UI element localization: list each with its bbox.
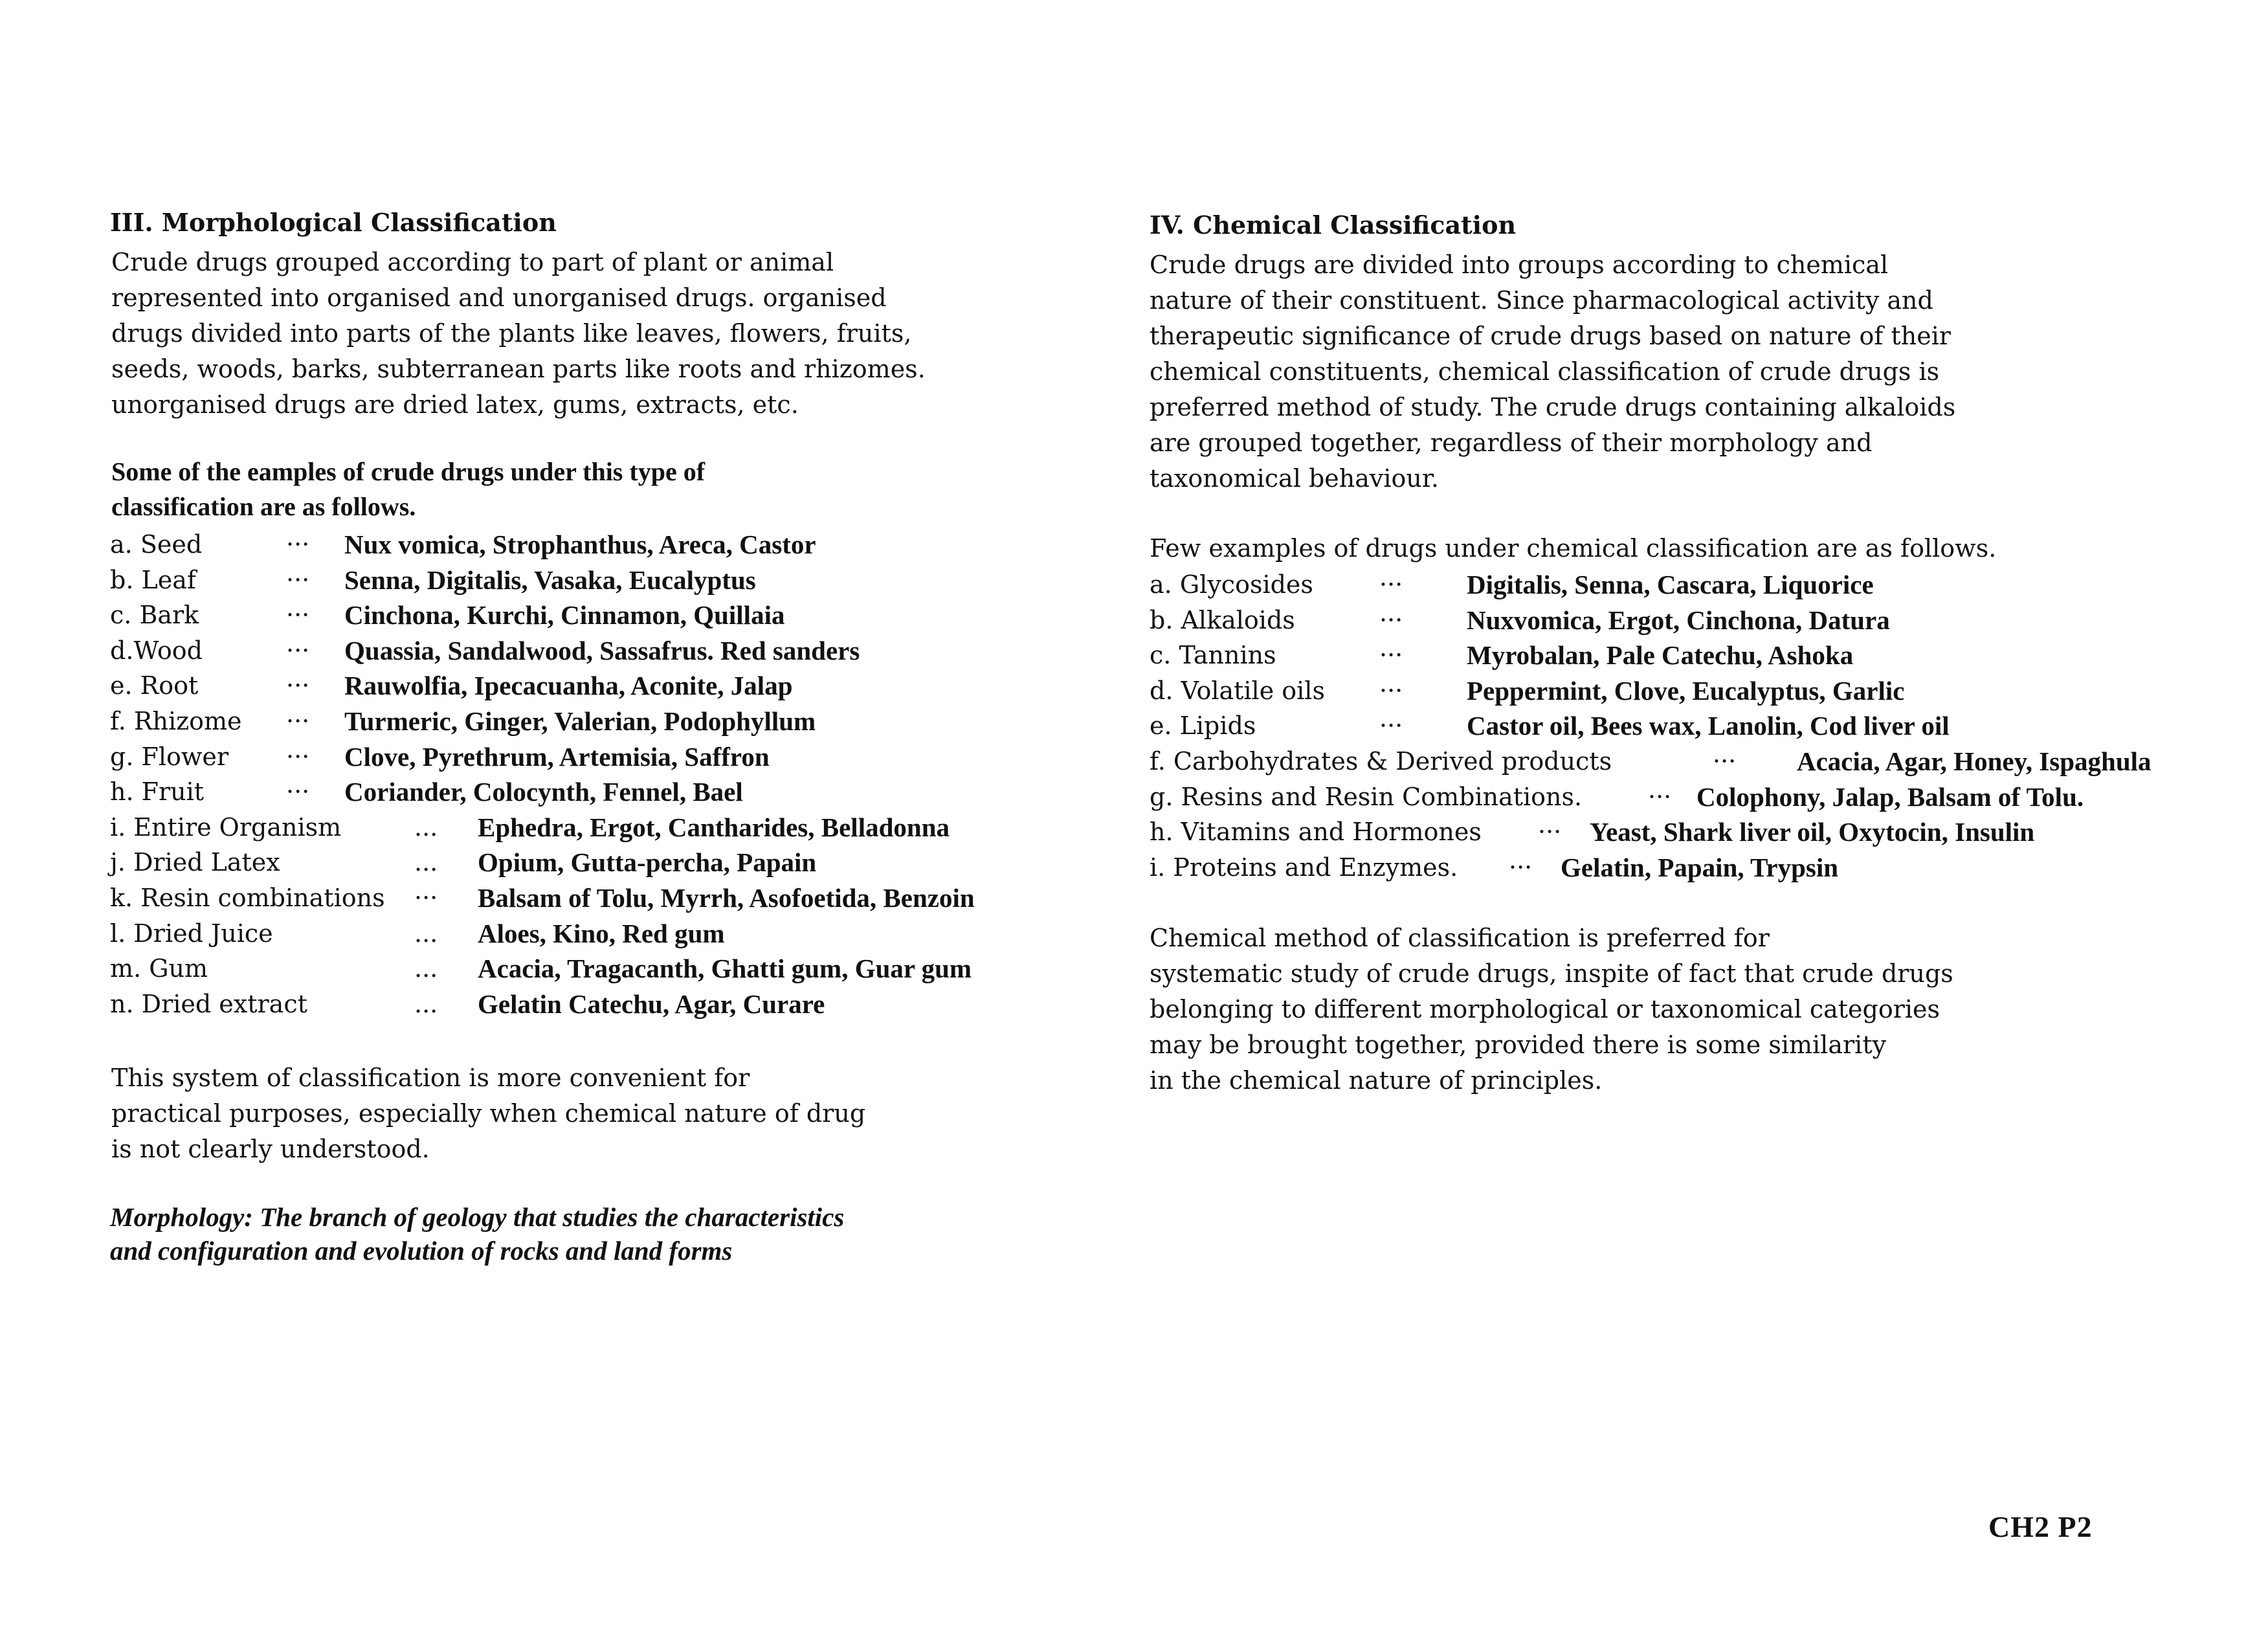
morphological-examples-intro: Some of the eamples of crude drugs under this type of classification are as follows. bbox=[111, 457, 706, 521]
chemical-item-dots: ··· bbox=[1713, 746, 1737, 776]
morphological-item-dots: ... bbox=[414, 848, 438, 877]
chemical-item bbox=[1150, 814, 2211, 850]
chemical-item-examples: Peppermint, Clove, Eucalyptus, Garlic bbox=[1467, 675, 1905, 706]
morphological-item-dots: ··· bbox=[414, 883, 438, 912]
morphological-item-dots: ··· bbox=[286, 565, 310, 594]
morphological-item-dots: ... bbox=[414, 954, 438, 983]
chemical-item-label: h. Vitamins and Hormones bbox=[1150, 818, 1482, 847]
morphological-item-dots: ... bbox=[414, 919, 438, 948]
morphological-item-examples: Acacia, Tragacanth, Ghatti gum, Guar gum bbox=[478, 954, 972, 984]
chemical-item-dots: ··· bbox=[1379, 605, 1403, 634]
chemical-item-label: c. Tannins bbox=[1150, 641, 1276, 670]
morphological-item bbox=[110, 810, 1107, 845]
morphological-item bbox=[110, 597, 1107, 633]
morphological-item-examples: Coriander, Colocynth, Fennel, Bael bbox=[344, 777, 743, 807]
morphological-examples-list bbox=[110, 527, 1107, 1021]
morphological-item-label: b. Leaf bbox=[110, 565, 196, 594]
morphological-item-dots: ··· bbox=[286, 706, 310, 735]
morphological-item-label: j. Dried Latex bbox=[110, 848, 280, 877]
morphological-item-examples: Senna, Digitalis, Vasaka, Eucalyptus bbox=[344, 564, 756, 595]
chemical-item-label: b. Alkaloids bbox=[1150, 605, 1295, 634]
chemical-examples-list bbox=[1150, 567, 2211, 885]
morphological-item-label: g. Flower bbox=[110, 742, 229, 771]
chemical-item-dots: ··· bbox=[1379, 676, 1403, 705]
morphological-item-examples: Ephedra, Ergot, Cantharides, Belladonna bbox=[478, 812, 950, 842]
morphological-item-label: i. Entire Organism bbox=[110, 812, 342, 842]
chemical-heading: IV. Chemical Classification bbox=[1150, 210, 1517, 240]
morphological-item-label: n. Dried extract bbox=[110, 989, 307, 1018]
morphological-item-label: k. Resin combinations bbox=[110, 883, 385, 912]
chemical-item-label: i. Proteins and Enzymes. bbox=[1150, 853, 1458, 882]
morphological-item bbox=[110, 845, 1107, 880]
morphological-heading: III. Morphological Classification bbox=[110, 208, 557, 237]
morphological-item bbox=[110, 704, 1107, 739]
morphological-item-label: c. Bark bbox=[110, 601, 199, 630]
morphological-item-examples: Opium, Gutta-percha, Papain bbox=[478, 847, 817, 878]
chemical-item-examples: Gelatin, Papain, Trypsin bbox=[1561, 852, 1839, 882]
morphology-footnote: Morphology: The branch of geology that studies the characteristics and configuration and evolution of rocks and land forms bbox=[110, 1202, 845, 1266]
chemical-item-examples: Nuxvomica, Ergot, Cinchona, Datura bbox=[1467, 605, 1890, 635]
morphological-item-examples: Quassia, Sandalwood, Sassafrus. Red sanders bbox=[344, 635, 860, 665]
morphological-item bbox=[110, 668, 1107, 704]
chemical-item-dots: ··· bbox=[1379, 570, 1403, 599]
chemical-item bbox=[1150, 603, 2211, 638]
chemical-item-label: f. Carbohydrates & Derived products bbox=[1150, 746, 1612, 776]
chemical-conclusion: Chemical method of classification is preferred for systematic study of crude drugs, inspite of fact that crude drugs belonging to different morphological or taxonomical categories may be brought together, provided there is some similarity in the chemical nature of principles. bbox=[1150, 924, 1953, 1095]
morphological-item-examples: Nux vomica, Strophanthus, Areca, Castor bbox=[344, 530, 816, 559]
chemical-item-examples: Myrobalan, Pale Catechu, Ashoka bbox=[1467, 640, 1854, 671]
morphological-item-label: f. Rhizome bbox=[110, 706, 242, 735]
chemical-item bbox=[1150, 744, 2211, 779]
chemical-examples-intro: Few examples of drugs under chemical classification are as follows. bbox=[1150, 534, 1997, 563]
morphological-intro: Crude drugs grouped according to part of plant or animal represented into organised and unorganised drugs. organised drugs divided into parts of the plants like leaves, flowers, fruits, seeds, woods, barks, subterranean parts like roots and rhizomes. unorganised drugs are dried latex, gums, extracts, etc. bbox=[111, 248, 926, 419]
morphological-item-dots: ··· bbox=[286, 636, 310, 665]
morphological-item-dots: ··· bbox=[286, 601, 310, 630]
morphological-item bbox=[110, 563, 1107, 598]
morphological-item-label: l. Dried Juice bbox=[110, 919, 273, 948]
morphological-item-examples: Gelatin Catechu, Agar, Curare bbox=[478, 988, 825, 1019]
chemical-item bbox=[1150, 673, 2211, 709]
chemical-item-dots: ··· bbox=[1379, 711, 1403, 741]
morphological-item-dots: ··· bbox=[286, 777, 310, 807]
chemical-item bbox=[1150, 708, 2211, 744]
morphological-item-dots: ... bbox=[414, 989, 438, 1018]
morphological-item bbox=[110, 774, 1107, 810]
morphological-item-dots: ··· bbox=[286, 530, 310, 559]
morphological-item-label: e. Root bbox=[110, 671, 199, 700]
morphological-item bbox=[110, 987, 1107, 1022]
morphological-item-dots: ··· bbox=[286, 671, 310, 700]
chemical-item-dots: ··· bbox=[1379, 641, 1403, 670]
morphological-conclusion: This system of classification is more convenient for practical purposes, especially when chemical nature of drug is not clearly understood. bbox=[111, 1064, 866, 1163]
chemical-item-label: e. Lipids bbox=[1150, 711, 1256, 741]
morphological-item bbox=[110, 527, 1107, 563]
chemical-item-examples: Acacia, Agar, Honey, Ispaghula bbox=[1797, 746, 2151, 776]
chemical-item-dots: ··· bbox=[1538, 818, 1562, 847]
chemical-item-label: g. Resins and Resin Combinations. bbox=[1150, 782, 1583, 811]
morphological-item-label: m. Gum bbox=[110, 954, 208, 983]
chemical-item-examples: Colophony, Jalap, Balsam of Tolu. bbox=[1696, 781, 2084, 812]
morphological-item-label: h. Fruit bbox=[110, 777, 205, 807]
chemical-item-examples: Digitalis, Senna, Cascara, Liquorice bbox=[1467, 570, 1874, 599]
morphological-item bbox=[110, 880, 1107, 916]
morphological-item-label: a. Seed bbox=[110, 530, 203, 559]
chemical-item-dots: ··· bbox=[1648, 782, 1672, 811]
morphological-item bbox=[110, 951, 1107, 987]
morphological-item-examples: Cinchona, Kurchi, Cinnamon, Quillaia bbox=[344, 600, 785, 631]
morphological-item bbox=[110, 633, 1107, 669]
morphological-item-examples: Rauwolfia, Ipecacuanha, Aconite, Jalap bbox=[344, 671, 793, 701]
chemical-item bbox=[1150, 850, 2211, 886]
chemical-item-label: a. Glycosides bbox=[1150, 570, 1313, 599]
chemical-item-label: d. Volatile oils bbox=[1150, 676, 1325, 705]
morphological-item-dots: ... bbox=[414, 812, 438, 842]
morphological-item bbox=[110, 739, 1107, 775]
chemical-item bbox=[1150, 638, 2211, 673]
chemical-item bbox=[1150, 779, 2211, 815]
chemical-item-dots: ··· bbox=[1509, 853, 1533, 882]
chemical-item-examples: Castor oil, Bees wax, Lanolin, Cod liver oil bbox=[1467, 711, 1950, 741]
morphological-item-examples: Turmeric, Ginger, Valerian, Podophyllum bbox=[344, 706, 816, 736]
chemical-item-examples: Yeast, Shark liver oil, Oxytocin, Insulin bbox=[1590, 817, 2035, 847]
morphological-item bbox=[110, 916, 1107, 952]
morphological-item-dots: ··· bbox=[286, 742, 310, 771]
morphological-item-examples: Aloes, Kino, Red gum bbox=[478, 918, 725, 948]
morphological-item-examples: Balsam of Tolu, Myrrh, Asofoetida, Benzoin bbox=[478, 882, 975, 913]
chemical-intro: Crude drugs are divided into groups according to chemical nature of their constituent. Since pharmacological activity and therapeutic significance of crude drugs based on nature of their chemical constituents, chemical classification of crude drugs is preferred method of study. The crude drugs containing alkaloids are grouped together, regardless of their morphology and taxonomical behaviour. bbox=[1150, 251, 1956, 493]
morphological-item-examples: Clove, Pyrethrum, Artemisia, Saffron bbox=[344, 741, 770, 772]
morphological-item-label: d.Wood bbox=[110, 636, 203, 665]
page-label: CH2 P2 bbox=[1988, 1510, 2093, 1543]
chemical-item bbox=[1150, 567, 2211, 603]
